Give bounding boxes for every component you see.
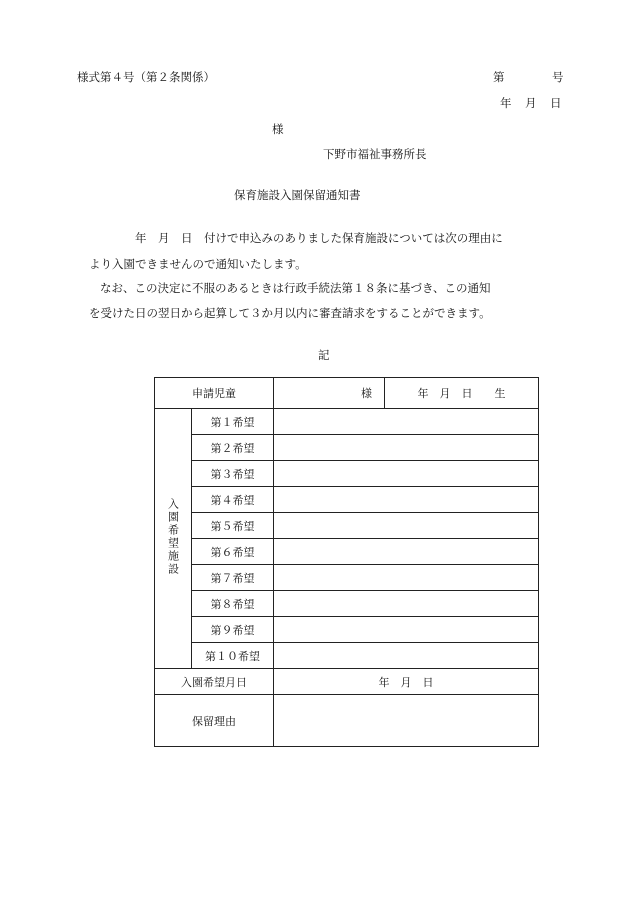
choice-value [274, 435, 539, 461]
birth-date-cell [385, 378, 539, 409]
facility-group-label: 入園希望施設 [166, 498, 180, 576]
choice-row [155, 617, 539, 643]
choice-value [274, 539, 539, 565]
applicant-suffix: 様 [361, 387, 372, 400]
choice-label: 第６希望 [192, 539, 274, 565]
reason-value [274, 695, 539, 747]
body-p2-line2: を受けた日の翌日から起算して３か月以内に審査請求をすることができます。 [89, 306, 491, 320]
doc-number-suffix: 号 [552, 70, 564, 84]
reason-label: 保留理由 [155, 695, 274, 747]
date-year: 年 [500, 96, 512, 110]
choice-value [274, 461, 539, 487]
applicant-label: 申請児童 [155, 378, 274, 409]
choice-value [274, 565, 539, 591]
choice-row [155, 461, 539, 487]
choice-label: 第８希望 [192, 591, 274, 617]
choice-value [274, 643, 539, 669]
choice-value [274, 591, 539, 617]
applicant-row [155, 378, 539, 409]
choice-label: 第２希望 [192, 435, 274, 461]
choice-label: 第４希望 [192, 487, 274, 513]
desired-date-label: 入園希望月日 [155, 669, 274, 695]
reason-row [155, 695, 539, 747]
document-title: 保育施設入園保留通知書 [234, 188, 361, 202]
date-day: 日 [550, 96, 562, 110]
doc-number-prefix: 第 [493, 70, 505, 84]
choice-row [155, 565, 539, 591]
choice-row [155, 643, 539, 669]
ki-mark: 記 [318, 348, 330, 362]
desired-date-value: 年 月 日 [274, 669, 539, 695]
facility-group-label-cell [155, 409, 192, 669]
choice-value [274, 617, 539, 643]
date-month: 月 [525, 96, 537, 110]
desired-date-row [155, 669, 539, 695]
choice-label: 第５希望 [192, 513, 274, 539]
choice-label: 第９希望 [192, 617, 274, 643]
choice-label: 第１希望 [192, 409, 274, 435]
birth-date-text: 年 月 日 生 [417, 387, 506, 400]
choice-row [155, 487, 539, 513]
sender-name: 下野市福祉事務所長 [323, 147, 427, 161]
choice-label: 第７希望 [192, 565, 274, 591]
choice-row [155, 435, 539, 461]
applicant-name-cell [274, 378, 385, 409]
notice-table [154, 377, 539, 747]
choice-value [274, 487, 539, 513]
body-p1-line2: より入園できませんので通知いたします。 [89, 257, 307, 271]
choice-value [274, 513, 539, 539]
choice-value [274, 409, 539, 435]
choice-label: 第３希望 [192, 461, 274, 487]
choice-row [155, 539, 539, 565]
form-number: 様式第４号（第２条関係） [77, 70, 215, 84]
choice-row [155, 409, 539, 435]
addressee-suffix: 様 [272, 122, 284, 136]
body-p2-line1: なお、この決定に不服のあるときは行政手続法第１８条に基づき、この通知 [100, 281, 491, 295]
choice-row [155, 513, 539, 539]
choice-row [155, 591, 539, 617]
choice-label: 第１０希望 [192, 643, 274, 669]
body-p1-line1: 年 月 日 付けで申込みのありました保育施設については次の理由に [135, 231, 503, 245]
